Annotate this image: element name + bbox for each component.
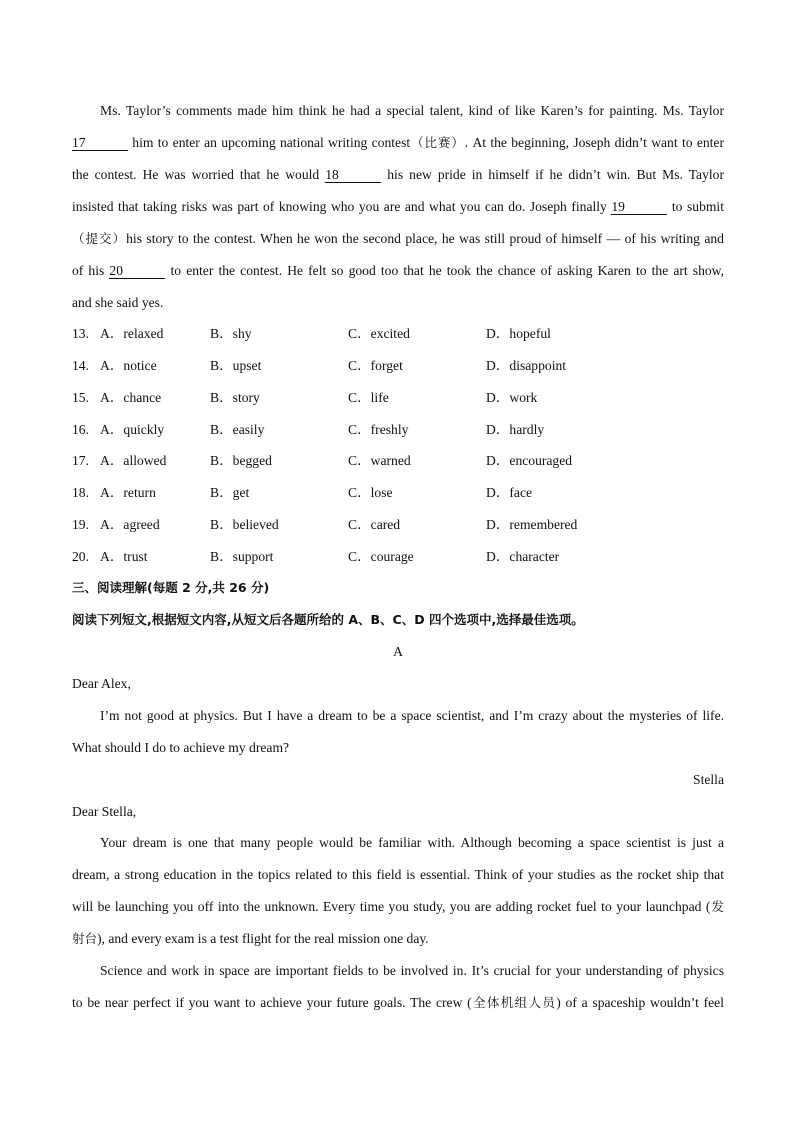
passage-line-6 [72,262,724,280]
section-heading: 三、阅读理解(每题 2 分,共 26 分) [72,580,270,595]
letter-line: dream, a strong education in the topics related to this field is essential. Think of your studies as the rocket ship that [72,867,724,882]
letter-greeting: Dear Alex, [72,676,131,691]
passage-text: Ms. Taylor’s comments made him think he had a special talent, kind of like Karen’s for painting. Ms. Taylor [100,103,724,118]
passage-text: the contest. He was worried that he would [72,167,326,182]
letter-text: ) of a spaceship wouldn’t feel [556,995,724,1010]
question-number: 20. [72,549,89,564]
answer-blank-18[interactable]: 18 [325,167,381,183]
option-c[interactable]: C．cared [348,517,401,532]
option-a[interactable]: A．quickly [100,422,165,437]
question-19 [72,516,692,534]
letter-text: ), and every exam is a test flight for the real mission one day. [97,931,429,946]
question-15 [72,389,692,407]
option-c[interactable]: C．freshly [348,422,409,437]
passage-text: to enter the contest. He felt so good too that he took the chance of asking Karen to the art show, [165,263,725,278]
passage-text: to submit [667,199,724,214]
gloss-text: （提交） [72,231,127,246]
option-a[interactable]: A．agreed [100,517,160,532]
passage-line-3 [72,166,724,184]
option-d[interactable]: D．character [486,549,560,564]
option-d[interactable]: D．hardly [486,422,545,437]
answer-blank-17[interactable]: 17 [72,135,128,151]
gloss-text: 射台 [72,931,98,946]
section-instruction: 阅读下列短文,根据短文内容,从短文后各题所给的 A、B、C、D 四个选项中,选择最佳选项。 [72,612,584,627]
option-d[interactable]: D．encouraged [486,453,573,468]
passage-line-1 [100,102,724,120]
option-a[interactable]: A．chance [100,390,162,405]
passage-text: his story to the contest. When he won the second place, he was still proud of himself — of his writing and [126,231,724,246]
passage-text: and she said yes. [72,295,164,310]
option-b[interactable]: B．get [210,485,250,500]
option-a[interactable]: A．trust [100,549,148,564]
option-b[interactable]: B．begged [210,453,272,468]
option-d[interactable]: D．face [486,485,533,500]
answer-blank-19[interactable]: 19 [611,199,667,215]
question-14 [72,357,692,375]
passage-line-2 [72,134,724,152]
question-number: 14. [72,358,89,373]
option-c[interactable]: C．warned [348,453,411,468]
option-b[interactable]: B．shy [210,326,252,341]
passage-label: A [393,644,403,659]
option-c[interactable]: C．excited [348,326,410,341]
option-b[interactable]: B．easily [210,422,265,437]
option-d[interactable]: D．disappoint [486,358,567,373]
option-b[interactable]: B．upset [210,358,262,373]
option-b[interactable]: B．story [210,390,260,405]
option-a[interactable]: A．allowed [100,453,167,468]
question-18 [72,484,692,502]
option-d[interactable]: D．work [486,390,538,405]
gloss-text: （比赛） [410,135,465,150]
letter-line: I’m not good at physics. But I have a dream to be a space scientist, and I’m crazy about the mysteries of life. [100,708,724,723]
letter-text: to be near perfect if you want to achieve your future goals. The crew ( [72,995,472,1010]
option-b[interactable]: B．believed [210,517,279,532]
question-20 [72,548,692,566]
passage-text: his new pride in himself if he didn’t win. But Ms. Taylor [381,167,724,182]
answer-blank-20[interactable]: 20 [109,263,165,279]
passage-text: . At the beginning, Joseph didn’t want to enter [464,135,724,150]
letter-line [72,930,724,948]
option-d[interactable]: D．hopeful [486,326,551,341]
letter-line [72,994,724,1012]
gloss-text: 发 [710,899,724,914]
passage-text: insisted that taking risks was part of knowing who you are and what you can do. Joseph finally [72,199,612,214]
option-c[interactable]: C．forget [348,358,403,373]
option-a[interactable]: A．relaxed [100,326,164,341]
question-number: 16. [72,422,89,437]
letter-line: Your dream is one that many people would be familiar with. Although becoming a space scientist is just a [100,835,724,850]
letter-signature: Stella [693,772,724,787]
question-17 [72,452,692,470]
letter-greeting: Dear Stella, [72,804,137,819]
option-d[interactable]: D．remembered [486,517,578,532]
option-a[interactable]: A．return [100,485,156,500]
question-number: 19. [72,517,89,532]
question-number: 18. [72,485,89,500]
question-16 [72,421,692,439]
letter-line [72,898,724,916]
passage-line-7 [72,294,724,312]
letter-line: Science and work in space are important fields to be involved in. It’s crucial for your understanding of physics [100,963,724,978]
letter-line: What should I do to achieve my dream? [72,740,290,755]
option-a[interactable]: A．notice [100,358,157,373]
question-number: 15. [72,390,89,405]
option-c[interactable]: C．life [348,390,389,405]
question-number: 13. [72,326,89,341]
passage-line-5 [72,230,724,248]
option-c[interactable]: C．courage [348,549,414,564]
question-number: 17. [72,453,89,468]
passage-text: of his [72,263,110,278]
gloss-text: 全体机组人员 [471,995,557,1010]
passage-text: him to enter an upcoming national writing contest [128,135,411,150]
option-b[interactable]: B．support [210,549,274,564]
option-c[interactable]: C．lose [348,485,393,500]
letter-text: will be launching you off into the unknown. Every time you study, you are adding rocket fuel to your launchpad ( [72,899,711,914]
question-13 [72,325,692,343]
passage-line-4 [72,198,724,216]
